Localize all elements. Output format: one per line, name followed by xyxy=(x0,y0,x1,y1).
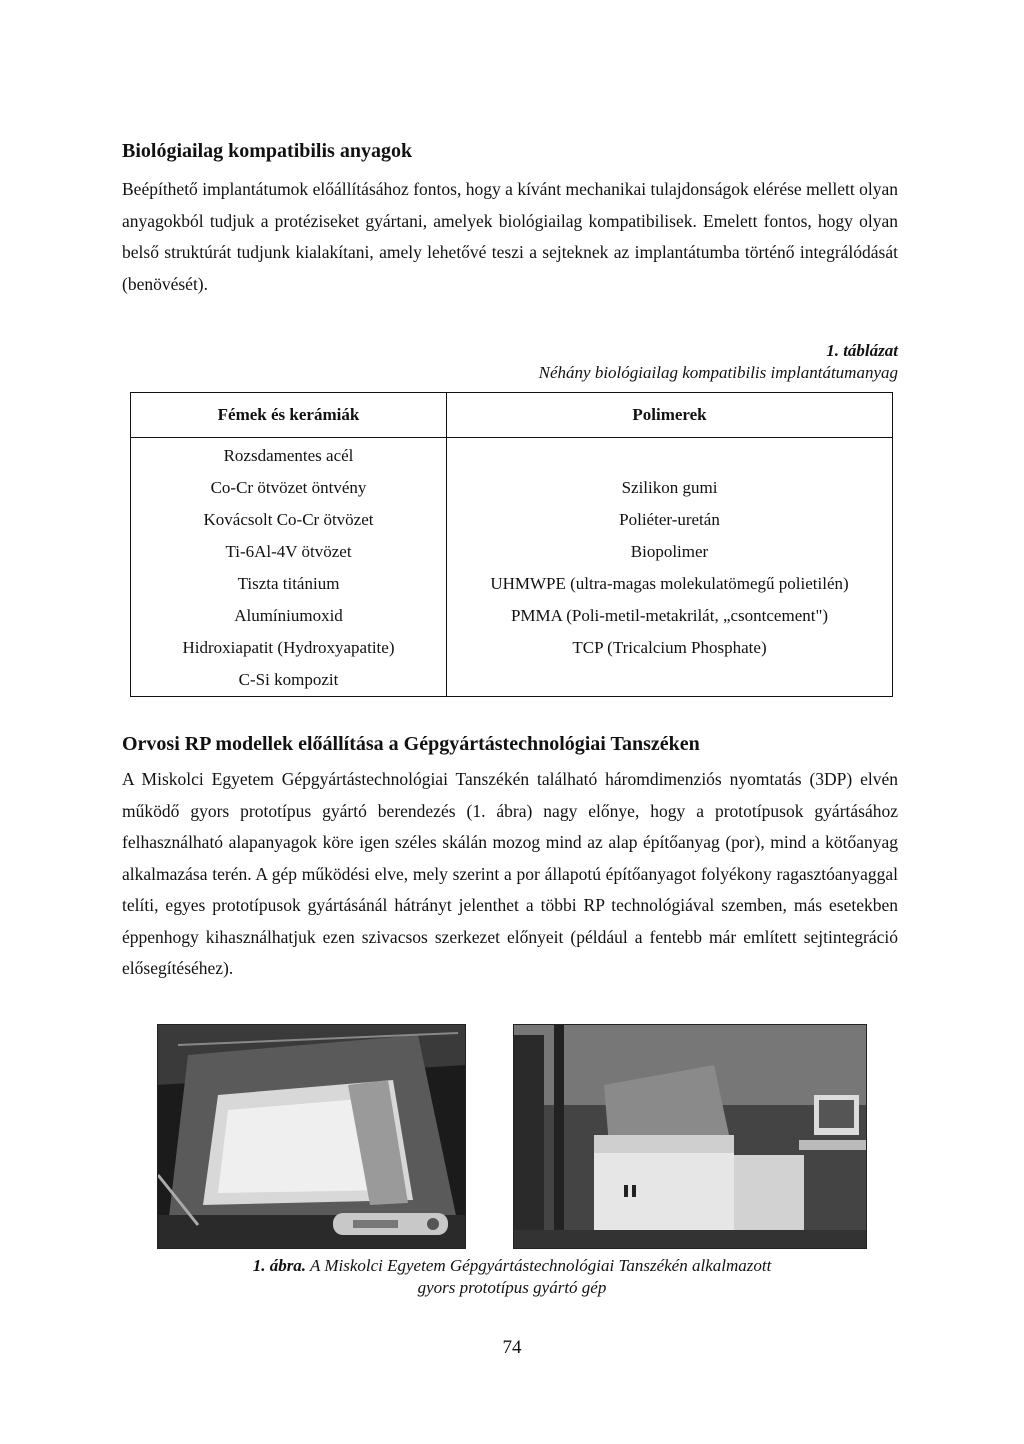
table-cell: Ti-6Al-4V ötvözet xyxy=(225,542,352,561)
figure-caption-line1: A Miskolci Egyetem Gépgyártástechnológiai Tanszékén alkalmazott xyxy=(310,1256,772,1275)
metals-column xyxy=(131,438,447,697)
table-header-metals: Fémek és kerámiák xyxy=(131,393,447,438)
polymers-column xyxy=(447,438,893,697)
table-body-row xyxy=(131,438,893,697)
section-heading-biocompatible: Biológiailag kompatibilis anyagok xyxy=(122,140,413,162)
printer-closeup-photo xyxy=(157,1024,466,1249)
table-cell: Biopolimer xyxy=(630,542,709,561)
table-caption xyxy=(539,340,898,384)
page-number: 74 xyxy=(502,1337,522,1358)
figure-caption-line2: gyors prototípus gyártó gép xyxy=(417,1278,607,1297)
table-cell: Rozsdamentes acél xyxy=(223,446,354,465)
table-caption-number: 1. táblázat xyxy=(826,341,898,360)
printer-lab-image xyxy=(514,1025,866,1248)
table-caption-title: Néhány biológiailag kompatibilis implantátumanyag xyxy=(538,363,898,382)
table-cell: Hidroxiapatit (Hydroxyapatite) xyxy=(182,638,395,657)
section-heading-rp-models: Orvosi RP modellek előállítása a Gépgyártástechnológiai Tanszéken xyxy=(122,733,700,755)
table-header-row xyxy=(131,393,893,438)
table-cell: PMMA (Poli-metil-metakrilát, „csontcement") xyxy=(510,606,829,625)
printer-closeup-image xyxy=(158,1025,465,1248)
table-cell: Poliéter-uretán xyxy=(619,510,720,529)
table-cell: Co-Cr ötvözet öntvény xyxy=(210,478,367,497)
printer-lab-photo xyxy=(513,1024,867,1249)
table-cell: TCP (Tricalcium Phosphate) xyxy=(572,638,767,657)
materials-table xyxy=(130,392,893,697)
figure-caption xyxy=(122,1255,902,1299)
table-cell: UHMWPE (ultra-magas molekulatömegű polietilén) xyxy=(490,574,849,593)
table-cell: Tiszta titánium xyxy=(237,574,340,593)
table-cell: Alumíniumoxid xyxy=(234,606,343,625)
table-cell: C-Si kompozit xyxy=(238,670,339,689)
table-cell: Kovácsolt Co-Cr ötvözet xyxy=(203,510,374,529)
table-cell: Szilikon gumi xyxy=(621,478,718,497)
table-header-polymers: Polimerek xyxy=(447,393,893,438)
section-paragraph-rp-models: A Miskolci Egyetem Gépgyártástechnológiai Tanszékén található háromdimenziós nyomtatás (3DP) elvén működő gyors prototípus gyártó berendezés (1. ábra) nagy előnye, hogy a prototípusok gyártásához felhasználható alapanyagok köre igen széles skálán mozog mind az alap építőanyag (por), mind a kötőanyag alkalmazása terén. A gép működési elve, mely szerint a por állapotú építőanyagot folyékony ragasztóanyaggal telíti, egyes prototípusok gyártásánál hátrányt jelenthet a többi RP technológiával szemben, más esetekben éppenhogy kihasználhatjuk ezen szivacsos szerkezet előnyeit (például a fentebb már említett sejtintegráció elősegítéséhez). xyxy=(122,769,898,978)
section-paragraph-biocompatible: Beépíthető implantátumok előállításához fontos, hogy a kívánt mechanikai tulajdonságok elérése mellett olyan anyagokból tudjuk a protéziseket gyártani, amelyek biológiailag kompatibilisek. Emelett fontos, hogy olyan belső struktúrát tudjunk kialakítani, amely lehetővé teszi a sejteknek az implantátumba történő integrálódását (benövését). xyxy=(122,179,898,294)
figure-caption-number: 1. ábra. xyxy=(252,1256,307,1275)
